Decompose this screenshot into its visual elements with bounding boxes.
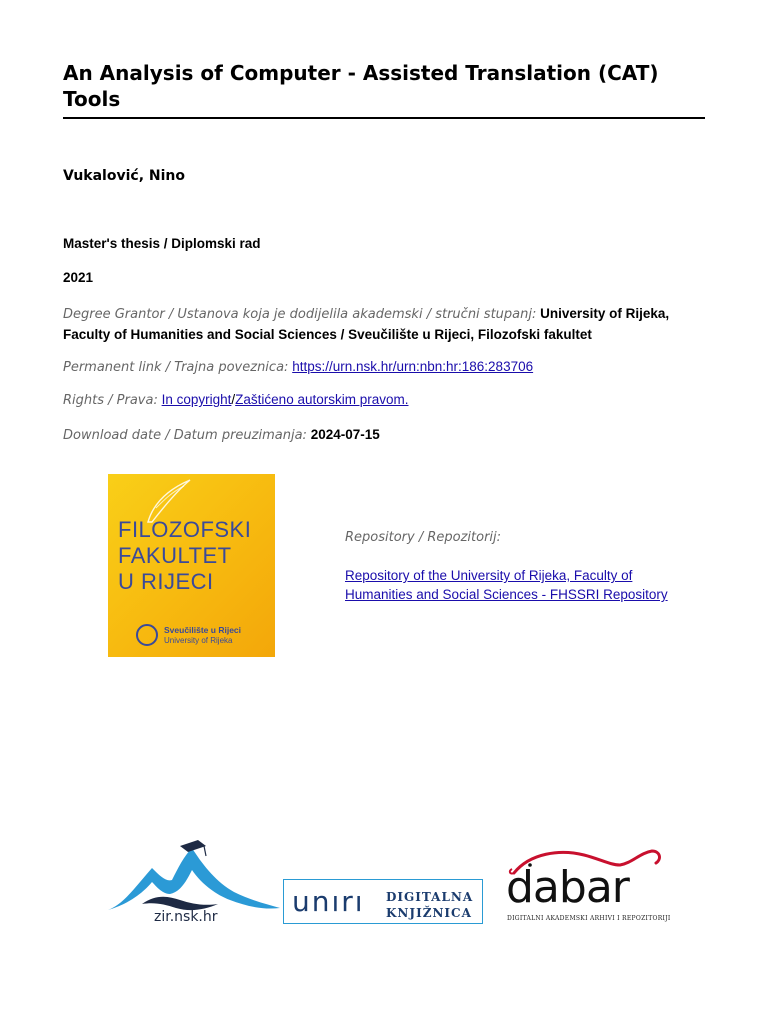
university-seal-icon [136, 624, 158, 646]
unir-word: unırı [292, 885, 365, 918]
degree-grantor [63, 304, 713, 345]
repository-link[interactable]: Repository of the University of Rijeka, Faculty of Humanities and Social Sciences - FHSSRI Repository [345, 568, 668, 602]
rights-separator: / [231, 392, 236, 407]
download-value: 2024-07-15 [310, 427, 380, 442]
download-date-row [63, 427, 380, 443]
dabar-subtitle: DIGITALNI AKADEMSKI ARHIVI I REPOZITORIJI [507, 915, 671, 922]
ffri-logo [108, 474, 275, 657]
permalink-label: Permanent link / Trajna poveznica: [63, 360, 289, 375]
unir-line-2: KNJIŽNICA [386, 906, 472, 920]
permalink-link[interactable]: https://urn.nsk.hr/urn:nbn:hr:186:283706 [292, 359, 534, 374]
ffri-line-1: FILOZOFSKI [118, 517, 252, 542]
rights-label: Rights / Prava: [63, 393, 158, 408]
permanent-link-row [63, 359, 533, 375]
document-year: 2021 [63, 270, 94, 285]
ffri-university-hr: Sveučilište u Rijeci [164, 625, 242, 635]
rights-zasticeno-link[interactable]: Zaštićeno autorskim pravom. [235, 392, 409, 407]
repository-link-wrap [345, 566, 685, 604]
unir-line-1: DIGITALNA [386, 890, 474, 904]
ffri-line-3: U RIJECI [118, 569, 214, 594]
document-type: Master's thesis / Diplomski rad [63, 236, 261, 251]
author-name: Vukalović, Nino [63, 168, 185, 184]
rights-copyright-link[interactable]: In copyright [161, 392, 232, 407]
document-title: An Analysis of Computer - Assisted Translation (CAT) Tools [63, 61, 659, 111]
download-label: Download date / Datum preuzimanja: [63, 428, 307, 443]
ffri-university-en: University of Rijeka [164, 636, 233, 645]
dabar-word: dabar [506, 862, 629, 913]
repository-label: Repository / Repozitorij: [345, 530, 502, 545]
unir-digitalna-knjiznica-logo [283, 879, 483, 924]
grantor-value: University of Rijeka, Faculty of Humanities and Social Sciences / Sveučilište u Rijeci, Filozofski fakultet [63, 306, 670, 342]
rights-row [63, 392, 408, 408]
zir-logo-text: zir.nsk.hr [154, 909, 218, 925]
ffri-line-2: FAKULTET [118, 543, 232, 568]
title-divider [63, 117, 705, 119]
grantor-label: Degree Grantor / Ustanova koja je dodijelila akademski / stručni stupanj: [63, 307, 537, 322]
